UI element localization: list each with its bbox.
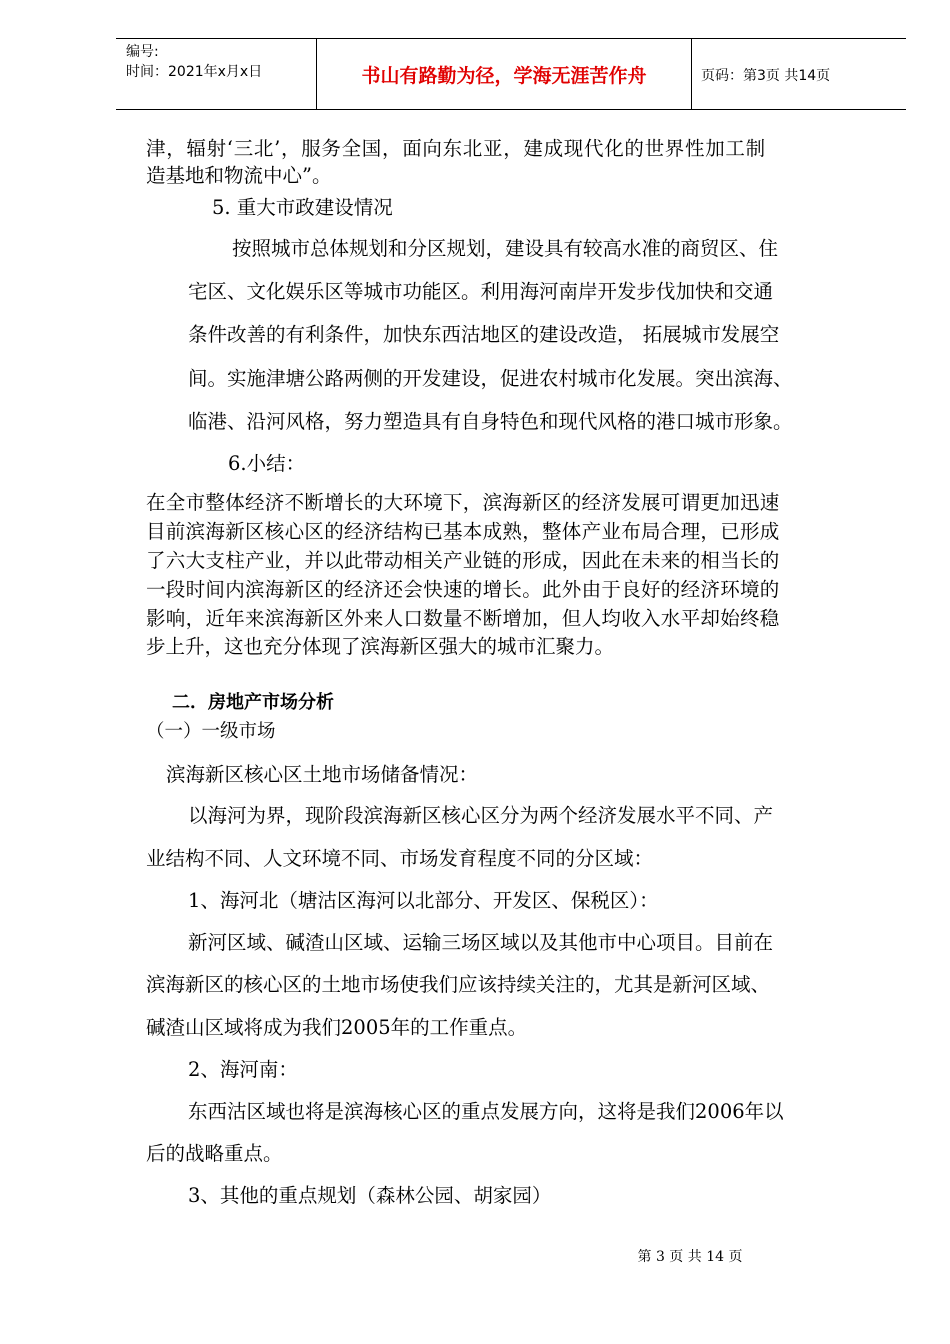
header-right-cell (691, 39, 906, 109)
subsection-heading: （一）一级市场 (146, 721, 276, 742)
chapter-heading: 二．房地产市场分析 (172, 692, 334, 713)
list-item-heading: 2、海河南： (188, 1058, 298, 1081)
body-line: 津，辐射‘三北’，服务全国，面向东北亚，建成现代化的世界性加工制 (146, 137, 766, 160)
body-line: 滨海新区的核心区的土地市场使我们应该持续关注的，尤其是新河区域、 (146, 973, 771, 996)
document-number-label: 编号: (126, 44, 159, 60)
body-line: 一段时间内滨海新区的经济还会快速的增长。此外由于良好的经济环境的 (146, 578, 780, 601)
body-line: 间。实施津塘公路两侧的开发建设，促进农村城市化发展。突出滨海、 (188, 367, 793, 390)
list-item-heading: 3、其他的重点规划（森林公园、胡家园） (188, 1184, 552, 1207)
body-line: 影响，近年来滨海新区外来人口数量不断增加，但人均收入水平却始终稳 (146, 607, 780, 630)
body-line: 后的战略重点。 (146, 1142, 283, 1165)
body-line: 业结构不同、人文环境不同、市场发育程度不同的分区域： (146, 847, 654, 870)
body-line: 滨海新区核心区土地市场储备情况： (166, 763, 479, 786)
header-left-cell (116, 39, 316, 109)
header-middle-cell (316, 39, 692, 109)
section-heading-6: 6.小结： (228, 452, 306, 475)
document-header (116, 38, 906, 110)
header-motto: 书山有路勤为径，学海无涯苦作舟 (361, 65, 647, 87)
body-line: 新河区域、碱渣山区域、运输三场区域以及其他市中心项目。目前在 (188, 931, 774, 954)
document-time-label: 时间：2021年x月x日 (126, 64, 263, 80)
body-line: 宅区、文化娱乐区等城市功能区。利用海河南岸开发步伐加快和交通 (188, 280, 774, 303)
body-line: 临港、沿河风格，努力塑造具有自身特色和现代风格的港口城市形象。 (188, 410, 793, 433)
body-line: 步上升，这也充分体现了滨海新区强大的城市汇聚力。 (146, 635, 615, 658)
body-line: 按照城市总体规划和分区规划，建设具有较高水准的商贸区、住 (232, 237, 779, 260)
body-line: 目前滨海新区核心区的经济结构已基本成熟，整体产业布局合理，已形成 (146, 520, 780, 543)
body-line: 了六大支柱产业，并以此带动相关产业链的形成，因此在未来的相当长的 (146, 549, 780, 572)
body-line: 碱渣山区域将成为我们2005年的工作重点。 (146, 1016, 528, 1039)
body-line: 在全市整体经济不断增长的大环境下，滨海新区的经济发展可谓更加迅速 (146, 491, 780, 514)
list-item-heading: 1、海河北（塘沽区海河以北部分、开发区、保税区）： (188, 889, 659, 912)
body-line: 以海河为界，现阶段滨海新区核心区分为两个经济发展水平不同、产 (188, 804, 774, 827)
body-line: 东西沽区域也将是滨海核心区的重点发展方向，这将是我们2006年以 (188, 1100, 784, 1123)
body-line: 造基地和物流中心”。 (146, 164, 332, 187)
header-page-code: 页码：第3页 共14页 (701, 68, 831, 84)
section-heading-5: 5. 重大市政建设情况 (212, 196, 393, 219)
page-footer: 第 3 页 共 14 页 (637, 1249, 743, 1265)
body-line: 条件改善的有利条件，加快东西沽地区的建设改造， 拓展城市发展空 (188, 323, 780, 346)
